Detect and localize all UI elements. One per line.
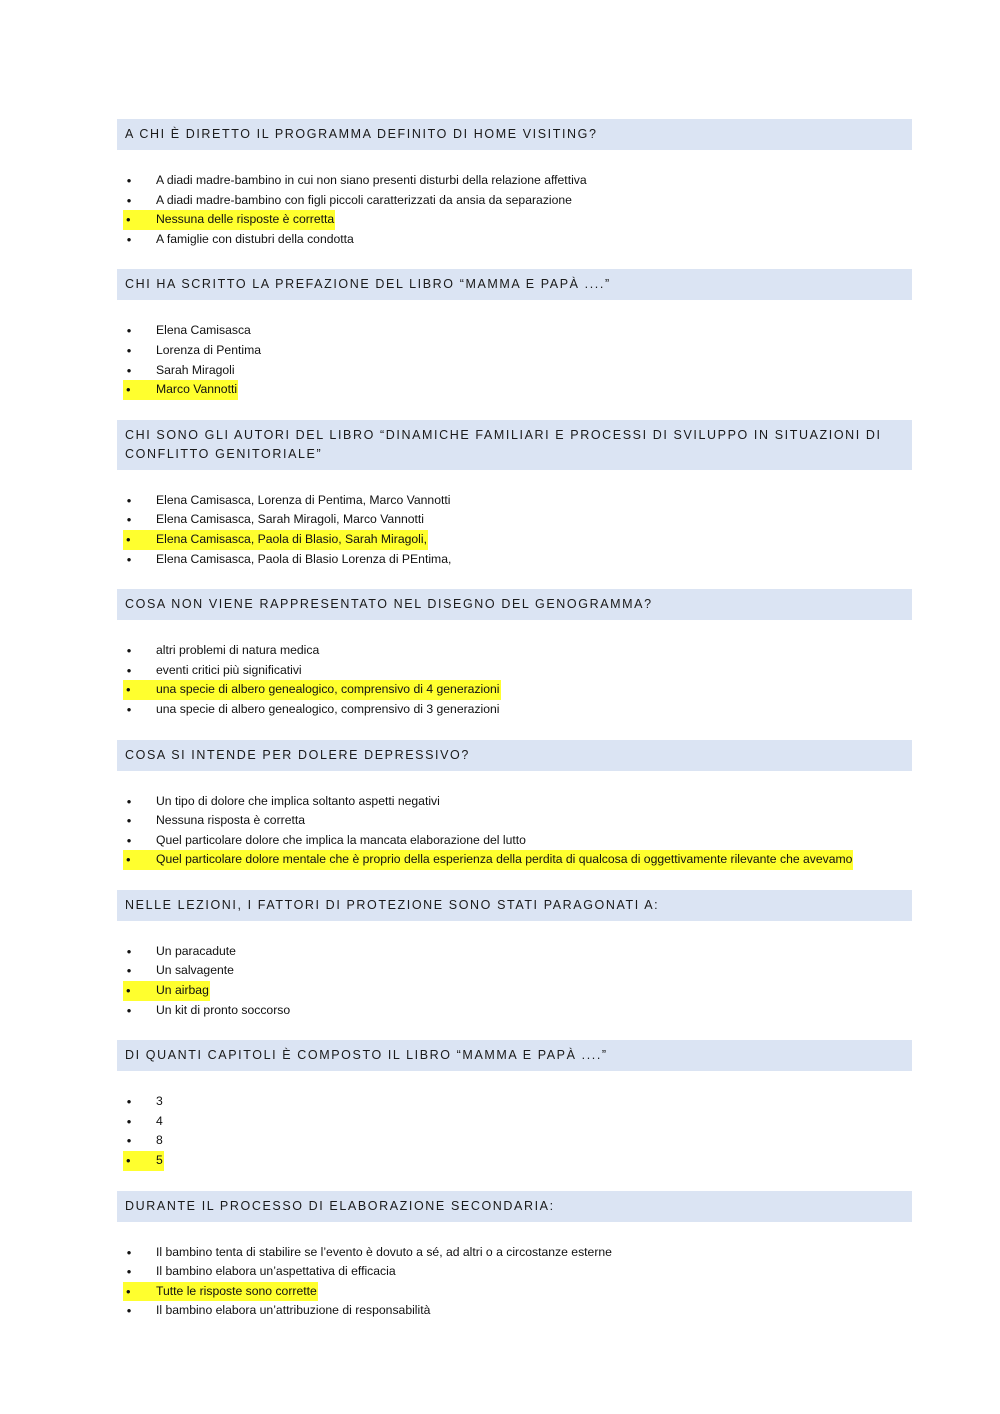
bullet-icon: •: [126, 323, 132, 339]
answer-text: Il bambino elabora un’attribuzione di responsabilità: [156, 1303, 431, 1318]
bullet-icon: •: [123, 850, 163, 870]
answer-list: [117, 300, 912, 399]
bullet-icon: •: [123, 1151, 163, 1171]
answer-text: Il bambino tenta di stabilire se l’evento è dovuto a sé, ad altri o a circostanze esterne: [156, 1244, 612, 1259]
bullet-icon: •: [126, 231, 132, 247]
answer-text: 5: [155, 1151, 164, 1171]
answer-item-correct: [117, 210, 912, 230]
question-title: NELLE LEZIONI, I FATTORI DI PROTEZIONE SONO STATI PARAGONATI A:: [117, 890, 912, 921]
answer-item: [117, 811, 912, 831]
question-6: [117, 890, 912, 1020]
answer-item-correct: [117, 530, 912, 550]
answer-item: [117, 1262, 912, 1282]
answer-text: A diadi madre-bambino con figli piccoli caratterizzati da ansia da separazione: [156, 192, 572, 207]
answer-text: Elena Camisasca, Paola di Blasio Lorenza di PEntima,: [156, 551, 452, 566]
bullet-icon: •: [126, 512, 132, 528]
answer-text: una specie di albero genealogico, comprensivo di 4 generazioni: [155, 680, 501, 700]
answer-item: [117, 942, 912, 962]
answer-text: 8: [156, 1133, 163, 1148]
answer-text: Nessuna delle risposte è corretta: [155, 210, 335, 230]
answer-text: Nessuna risposta è corretta: [156, 813, 306, 828]
answer-list: [117, 620, 912, 719]
question-5: [117, 740, 912, 870]
bullet-icon: •: [126, 813, 132, 829]
answer-item: [117, 341, 912, 361]
answer-item-correct: [117, 850, 912, 870]
bullet-icon: •: [123, 380, 163, 400]
bullet-icon: •: [126, 173, 132, 188]
answer-text: 4: [156, 1113, 163, 1128]
bullet-icon: •: [126, 832, 132, 848]
bullet-icon: •: [126, 551, 132, 567]
answer-text: Elena Camisasca: [156, 323, 251, 338]
answer-text: eventi critici più significativi: [156, 662, 302, 677]
bullet-icon: •: [126, 1113, 132, 1129]
question-title: A CHI È DIRETTO IL PROGRAMMA DEFINITO DI HOME VISITING?: [117, 119, 912, 150]
answer-item-correct: [117, 1151, 912, 1171]
bullet-icon: •: [126, 1133, 132, 1149]
answer-list: [117, 771, 912, 870]
answer-text: A famiglie con distubri della condotta: [156, 231, 354, 246]
answer-item-correct: [117, 380, 912, 400]
answer-item: [117, 661, 912, 681]
answer-item-correct: [117, 981, 912, 1001]
answer-list: [117, 1071, 912, 1170]
answer-item: [117, 792, 912, 812]
bullet-icon: •: [123, 530, 163, 550]
answer-item: [117, 1092, 912, 1112]
answer-text: Lorenza di Pentima: [156, 342, 262, 357]
bullet-icon: •: [126, 793, 132, 809]
bullet-icon: •: [126, 1002, 132, 1018]
answer-text: A diadi madre-bambino in cui non siano presenti disturbi della relazione affettiva: [156, 173, 587, 187]
question-title: COSA SI INTENDE PER DOLERE DEPRESSIVO?: [117, 740, 912, 771]
question-title: COSA NON VIENE RAPPRESENTATO NEL DISEGNO DEL GENOGRAMMA?: [117, 589, 912, 620]
bullet-icon: •: [126, 192, 132, 208]
answer-item: [117, 831, 912, 851]
bullet-icon: •: [126, 963, 132, 979]
bullet-icon: •: [126, 1094, 132, 1110]
answer-item: [117, 230, 912, 250]
question-1: [117, 119, 912, 249]
answer-text: Elena Camisasca, Paola di Blasio, Sarah Miragoli,: [155, 530, 428, 550]
bullet-icon: •: [126, 1264, 132, 1280]
answer-text: una specie di albero genealogico, comprensivo di 3 generazioni: [156, 701, 500, 716]
answer-item: [117, 961, 912, 981]
answer-text: Tutte le risposte sono corrette: [155, 1282, 318, 1302]
bullet-icon: •: [126, 701, 132, 717]
quiz-document: [117, 119, 912, 1321]
answer-text: altri problemi di natura medica: [156, 643, 320, 658]
bullet-icon: •: [126, 362, 132, 378]
question-title: CHI SONO GLI AUTORI DEL LIBRO “DINAMICHE FAMILIARI E PROCESSI DI SVILUPPO IN SITUAZIONI DI CONFLITTO GENITORIALE”: [117, 420, 912, 470]
bullet-icon: •: [126, 943, 132, 959]
answer-item-correct: [117, 1282, 912, 1302]
answer-list: [117, 150, 912, 249]
answer-text: Un tipo di dolore che implica soltanto aspetti negativi: [156, 793, 440, 808]
answer-list: [117, 1222, 912, 1321]
answer-item: [117, 1301, 912, 1321]
bullet-icon: •: [126, 492, 132, 508]
answer-text: Marco Vannotti: [155, 380, 238, 400]
question-4: [117, 589, 912, 719]
question-title: DURANTE IL PROCESSO DI ELABORAZIONE SECONDARIA:: [117, 1191, 912, 1222]
bullet-icon: •: [126, 1303, 132, 1319]
bullet-icon: •: [123, 1282, 163, 1302]
answer-text: Il bambino elabora un’aspettativa di efficacia: [156, 1264, 396, 1279]
answer-text: Quel particolare dolore mentale che è proprio della esperienza della perdita di qualcosa di oggettivamente rilevante che avevamo: [155, 850, 853, 870]
answer-text: Un salvagente: [156, 963, 234, 978]
question-3: [117, 420, 912, 569]
bullet-icon: •: [126, 643, 132, 659]
answer-item: [117, 171, 912, 191]
answer-text: Elena Camisasca, Lorenza di Pentima, Marco Vannotti: [156, 492, 451, 507]
question-7: [117, 1040, 912, 1170]
answer-item: [117, 321, 912, 341]
bullet-icon: •: [126, 662, 132, 678]
bullet-icon: •: [126, 342, 132, 358]
question-title: DI QUANTI CAPITOLI È COMPOSTO IL LIBRO “MAMMA E PAPÀ ....”: [117, 1040, 912, 1071]
question-2: [117, 269, 912, 399]
answer-item: [117, 641, 912, 661]
bullet-icon: •: [123, 680, 163, 700]
answer-item: [117, 1131, 912, 1151]
answer-text: 3: [156, 1094, 163, 1109]
answer-text: Sarah Miragoli: [156, 362, 235, 377]
answer-item: [117, 510, 912, 530]
bullet-icon: •: [123, 981, 163, 1001]
answer-text: Un paracadute: [156, 943, 236, 958]
answer-item: [117, 1243, 912, 1263]
answer-item: [117, 1001, 912, 1021]
answer-item: [117, 1112, 912, 1132]
answer-item: [117, 491, 912, 511]
bullet-icon: •: [123, 210, 163, 230]
question-title: CHI HA SCRITTO LA PREFAZIONE DEL LIBRO “MAMMA E PAPÀ ....”: [117, 269, 912, 300]
answer-text: Un kit di pronto soccorso: [156, 1002, 291, 1017]
answer-list: [117, 470, 912, 569]
answer-item: [117, 361, 912, 381]
answer-text: Quel particolare dolore che implica la mancata elaborazione del lutto: [156, 832, 526, 847]
answer-list: [117, 921, 912, 1020]
bullet-icon: •: [126, 1244, 132, 1260]
answer-item-correct: [117, 680, 912, 700]
answer-item: [117, 191, 912, 211]
answer-text: Elena Camisasca, Sarah Miragoli, Marco Vannotti: [156, 512, 425, 527]
answer-text: Un airbag: [155, 981, 210, 1001]
answer-item: [117, 700, 912, 720]
answer-item: [117, 550, 912, 570]
question-8: [117, 1191, 912, 1321]
